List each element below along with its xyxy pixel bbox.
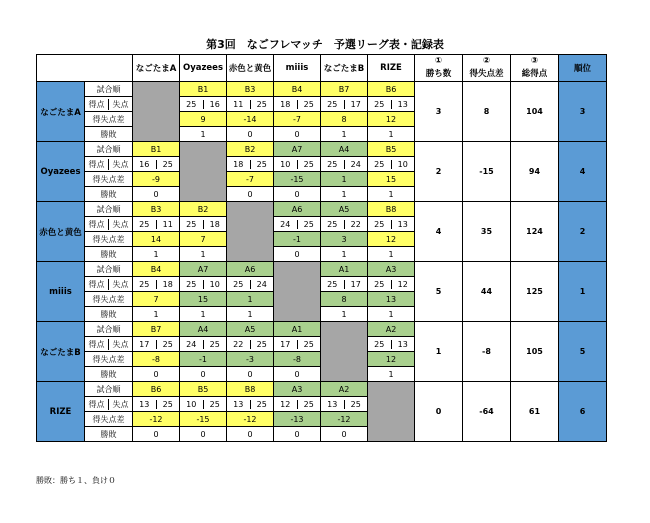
match-result: 1	[321, 307, 368, 322]
self-match-cell	[368, 382, 415, 442]
match-result: 0	[274, 127, 321, 142]
point-diff-cell: -8	[463, 322, 511, 382]
team-name-cell: なごたまA	[37, 82, 85, 142]
summary-header	[463, 55, 511, 82]
match-score	[133, 157, 180, 172]
points-against: 25	[297, 220, 321, 229]
match-score	[180, 397, 227, 412]
match-result: 1	[180, 247, 227, 262]
points-against: 10	[203, 280, 227, 289]
points-against: 25	[297, 400, 321, 409]
match-result: 0	[133, 187, 180, 202]
match-diff: -15	[274, 172, 321, 187]
league-table	[36, 54, 607, 442]
label-diff: 得失点差	[85, 172, 133, 187]
match-order: B4	[133, 262, 180, 277]
match-result: 0	[227, 187, 274, 202]
match-diff: -12	[227, 412, 274, 427]
points-against: 25	[297, 160, 321, 169]
match-diff: 9	[180, 112, 227, 127]
match-score	[321, 157, 368, 172]
points-against: 25	[250, 100, 274, 109]
points-against: 25	[156, 340, 180, 349]
total-points-cell: 104	[511, 82, 559, 142]
match-score	[227, 337, 274, 352]
label-points-against: 失点	[108, 279, 132, 290]
label-score-cell	[85, 337, 133, 352]
points-against: 24	[344, 160, 368, 169]
summary-header	[511, 55, 559, 82]
points-for: 25	[327, 279, 338, 289]
points-against: 25	[156, 400, 180, 409]
points-for: 25	[186, 279, 197, 289]
match-score	[321, 277, 368, 292]
wins-cell: 5	[415, 262, 463, 322]
match-order: A4	[180, 322, 227, 337]
table-row	[37, 382, 607, 397]
match-order: A6	[227, 262, 274, 277]
column-header-team: RIZE	[368, 55, 415, 82]
rank-cell: 5	[559, 322, 607, 382]
label-points-for: 得点	[88, 399, 105, 409]
match-score	[133, 397, 180, 412]
match-result: 1	[133, 247, 180, 262]
points-for: 11	[233, 99, 244, 109]
points-for: 25	[374, 99, 385, 109]
label-points-against: 失点	[108, 159, 132, 170]
points-for: 10	[280, 159, 291, 169]
label-result: 勝敗	[85, 367, 133, 382]
label-score-cell	[85, 217, 133, 232]
points-for: 25	[327, 219, 338, 229]
label-points-against: 失点	[108, 219, 132, 230]
points-for: 18	[233, 159, 244, 169]
table-row	[37, 142, 607, 157]
match-order: B3	[227, 82, 274, 97]
label-order: 試合順	[85, 82, 133, 97]
match-order: B8	[368, 202, 415, 217]
points-against: 25	[203, 340, 227, 349]
match-diff: 3	[321, 232, 368, 247]
point-diff-cell: -64	[463, 382, 511, 442]
label-diff: 得失点差	[85, 292, 133, 307]
rank-header: 順位	[559, 55, 607, 82]
match-order: A4	[321, 142, 368, 157]
points-for: 25	[374, 159, 385, 169]
match-score	[180, 277, 227, 292]
match-diff: 7	[180, 232, 227, 247]
points-for: 24	[186, 339, 197, 349]
match-result: 1	[321, 187, 368, 202]
label-points-for: 得点	[88, 279, 105, 289]
table-row	[37, 322, 607, 337]
match-result: 1	[227, 307, 274, 322]
rank-cell: 1	[559, 262, 607, 322]
points-for: 13	[233, 399, 244, 409]
points-against: 17	[344, 280, 368, 289]
match-order: B6	[368, 82, 415, 97]
total-points-cell: 61	[511, 382, 559, 442]
label-result: 勝敗	[85, 247, 133, 262]
label-diff: 得失点差	[85, 232, 133, 247]
match-diff: 12	[368, 352, 415, 367]
match-score	[133, 277, 180, 292]
label-result: 勝敗	[85, 307, 133, 322]
label-order: 試合順	[85, 322, 133, 337]
match-diff: 7	[133, 292, 180, 307]
points-for: 16	[139, 159, 150, 169]
self-match-cell	[133, 82, 180, 142]
match-result: 0	[133, 427, 180, 442]
corner-cell	[37, 55, 133, 82]
match-result: 0	[180, 367, 227, 382]
match-order: B5	[180, 382, 227, 397]
match-diff: -1	[180, 352, 227, 367]
label-points-for: 得点	[88, 339, 105, 349]
match-result: 1	[368, 187, 415, 202]
match-result: 1	[368, 307, 415, 322]
match-order: B3	[133, 202, 180, 217]
total-points-cell: 105	[511, 322, 559, 382]
match-result: 1	[133, 307, 180, 322]
match-diff: 8	[321, 112, 368, 127]
points-against: 13	[391, 100, 415, 109]
match-score	[133, 217, 180, 232]
match-order: B7	[321, 82, 368, 97]
match-diff: -1	[274, 232, 321, 247]
points-against: 13	[391, 340, 415, 349]
match-result: 0	[321, 427, 368, 442]
column-header-team: Oyazees	[180, 55, 227, 82]
team-name-cell: miiis	[37, 262, 85, 322]
match-order: A2	[321, 382, 368, 397]
wins-cell: 3	[415, 82, 463, 142]
label-result: 勝敗	[85, 187, 133, 202]
match-score	[227, 277, 274, 292]
match-order: B5	[368, 142, 415, 157]
points-for: 17	[139, 339, 150, 349]
match-score	[274, 97, 321, 112]
label-result: 勝敗	[85, 427, 133, 442]
match-diff: -7	[274, 112, 321, 127]
match-order: B7	[133, 322, 180, 337]
match-score	[227, 397, 274, 412]
match-score	[368, 97, 415, 112]
match-order: A6	[274, 202, 321, 217]
match-diff: 1	[227, 292, 274, 307]
team-name-cell: Oyazees	[37, 142, 85, 202]
label-score-cell	[85, 397, 133, 412]
label-diff: 得失点差	[85, 352, 133, 367]
points-for: 12	[280, 399, 291, 409]
match-diff: -12	[321, 412, 368, 427]
match-result: 1	[321, 127, 368, 142]
match-score	[321, 397, 368, 412]
label-points-for: 得点	[88, 99, 105, 109]
match-order: A3	[368, 262, 415, 277]
match-score	[180, 337, 227, 352]
match-score	[274, 397, 321, 412]
column-header-team: なごたまB	[321, 55, 368, 82]
match-order: A7	[180, 262, 227, 277]
match-result: 0	[227, 127, 274, 142]
points-against: 12	[391, 280, 415, 289]
points-against: 25	[250, 400, 274, 409]
points-against: 17	[344, 100, 368, 109]
label-order: 試合順	[85, 202, 133, 217]
self-match-cell	[227, 202, 274, 262]
match-score	[180, 97, 227, 112]
self-match-cell	[180, 142, 227, 202]
match-result: 0	[227, 367, 274, 382]
rank-cell: 6	[559, 382, 607, 442]
self-match-cell	[274, 262, 321, 322]
rank-cell: 4	[559, 142, 607, 202]
points-against: 18	[156, 280, 180, 289]
match-diff: -3	[227, 352, 274, 367]
match-diff: -12	[133, 412, 180, 427]
wins-cell: 2	[415, 142, 463, 202]
points-against: 25	[250, 340, 274, 349]
match-score	[321, 217, 368, 232]
table-row	[37, 202, 607, 217]
points-for: 25	[233, 279, 244, 289]
match-score	[368, 157, 415, 172]
match-diff: 13	[368, 292, 415, 307]
match-order: B2	[180, 202, 227, 217]
match-order: A1	[274, 322, 321, 337]
wins-cell: 0	[415, 382, 463, 442]
match-diff: -15	[180, 412, 227, 427]
match-diff: -9	[133, 172, 180, 187]
match-diff: 1	[321, 172, 368, 187]
footnote: 勝敗：勝ち１、負け０	[36, 476, 116, 485]
points-against: 13	[391, 220, 415, 229]
summary-header-number: ③	[530, 56, 539, 66]
match-diff: -7	[227, 172, 274, 187]
match-result: 0	[274, 367, 321, 382]
match-score	[368, 277, 415, 292]
match-diff: -14	[227, 112, 274, 127]
label-score-cell	[85, 97, 133, 112]
label-result: 勝敗	[85, 127, 133, 142]
label-score-cell	[85, 157, 133, 172]
table-row	[37, 82, 607, 97]
label-order: 試合順	[85, 382, 133, 397]
points-against: 25	[156, 160, 180, 169]
match-order: A5	[321, 202, 368, 217]
match-diff: -8	[133, 352, 180, 367]
team-name-cell: なごたまB	[37, 322, 85, 382]
summary-header-label: 総得点	[521, 69, 548, 79]
match-order: A5	[227, 322, 274, 337]
label-points-against: 失点	[108, 399, 132, 410]
points-against: 25	[203, 400, 227, 409]
points-for: 25	[374, 339, 385, 349]
match-result: 0	[133, 367, 180, 382]
wins-cell: 4	[415, 202, 463, 262]
column-header-team: なごたまA	[133, 55, 180, 82]
match-diff: 12	[368, 232, 415, 247]
column-header-team: miiis	[274, 55, 321, 82]
points-against: 25	[297, 100, 321, 109]
point-diff-cell: 8	[463, 82, 511, 142]
match-score	[274, 337, 321, 352]
label-order: 試合順	[85, 142, 133, 157]
match-score	[368, 337, 415, 352]
team-name-cell: RIZE	[37, 382, 85, 442]
summary-header	[415, 55, 463, 82]
match-score	[227, 157, 274, 172]
points-for: 25	[186, 99, 197, 109]
match-result: 1	[321, 247, 368, 262]
match-order: A1	[321, 262, 368, 277]
points-for: 18	[280, 99, 291, 109]
points-for: 25	[139, 219, 150, 229]
label-points-for: 得点	[88, 219, 105, 229]
match-result: 0	[227, 427, 274, 442]
match-diff: -8	[274, 352, 321, 367]
total-points-cell: 94	[511, 142, 559, 202]
match-order: B6	[133, 382, 180, 397]
points-for: 25	[139, 279, 150, 289]
summary-header-number: ①	[434, 56, 443, 66]
self-match-cell	[321, 322, 368, 382]
match-diff: 15	[368, 172, 415, 187]
summary-header-number: ②	[482, 56, 491, 66]
table-row	[37, 262, 607, 277]
match-score	[368, 217, 415, 232]
points-for: 13	[327, 399, 338, 409]
match-order: A3	[274, 382, 321, 397]
label-diff: 得失点差	[85, 412, 133, 427]
match-result: 1	[180, 127, 227, 142]
match-result: 1	[368, 247, 415, 262]
match-order: B1	[133, 142, 180, 157]
match-result: 0	[180, 427, 227, 442]
label-diff: 得失点差	[85, 112, 133, 127]
points-against: 10	[391, 160, 415, 169]
rank-cell: 2	[559, 202, 607, 262]
total-points-cell: 125	[511, 262, 559, 322]
points-against: 11	[156, 220, 180, 229]
label-points-for: 得点	[88, 159, 105, 169]
points-for: 25	[327, 99, 338, 109]
points-against: 22	[344, 220, 368, 229]
point-diff-cell: -15	[463, 142, 511, 202]
points-for: 25	[327, 159, 338, 169]
match-order: B8	[227, 382, 274, 397]
label-order: 試合順	[85, 262, 133, 277]
label-points-against: 失点	[108, 339, 132, 350]
match-result: 0	[274, 247, 321, 262]
match-diff: 14	[133, 232, 180, 247]
point-diff-cell: 35	[463, 202, 511, 262]
summary-header-label: 得失点差	[469, 69, 504, 79]
match-score	[321, 97, 368, 112]
point-diff-cell: 44	[463, 262, 511, 322]
match-result: 1	[368, 367, 415, 382]
points-for: 25	[374, 219, 385, 229]
points-for: 17	[280, 339, 291, 349]
points-for: 22	[233, 339, 244, 349]
points-against: 16	[203, 100, 227, 109]
match-diff: 12	[368, 112, 415, 127]
match-order: A7	[274, 142, 321, 157]
match-diff: 15	[180, 292, 227, 307]
match-diff: -13	[274, 412, 321, 427]
team-name-cell: 赤色と黄色	[37, 202, 85, 262]
match-result: 1	[180, 307, 227, 322]
match-score	[227, 97, 274, 112]
rank-cell: 3	[559, 82, 607, 142]
match-result: 0	[274, 187, 321, 202]
points-against: 25	[297, 340, 321, 349]
points-for: 25	[186, 219, 197, 229]
points-against: 24	[250, 280, 274, 289]
match-score	[180, 217, 227, 232]
summary-header-label: 勝ち数	[425, 69, 452, 79]
match-score	[274, 217, 321, 232]
label-score-cell	[85, 277, 133, 292]
match-order: A2	[368, 322, 415, 337]
points-for: 13	[139, 399, 150, 409]
points-for: 25	[374, 279, 385, 289]
column-header-team: 赤色と黄色	[227, 55, 274, 82]
page-title: 第3回 なごフレマッチ 予選リーグ表・記録表	[206, 38, 444, 51]
total-points-cell: 124	[511, 202, 559, 262]
points-for: 10	[186, 399, 197, 409]
match-order: B2	[227, 142, 274, 157]
label-points-against: 失点	[108, 99, 132, 110]
match-score	[274, 157, 321, 172]
match-order: B1	[180, 82, 227, 97]
points-against: 18	[203, 220, 227, 229]
wins-cell: 1	[415, 322, 463, 382]
points-against: 25	[344, 400, 368, 409]
match-result: 0	[274, 427, 321, 442]
match-order: B4	[274, 82, 321, 97]
match-result: 1	[368, 127, 415, 142]
match-score	[133, 337, 180, 352]
points-against: 25	[250, 160, 274, 169]
match-diff: 8	[321, 292, 368, 307]
points-for: 24	[280, 219, 291, 229]
